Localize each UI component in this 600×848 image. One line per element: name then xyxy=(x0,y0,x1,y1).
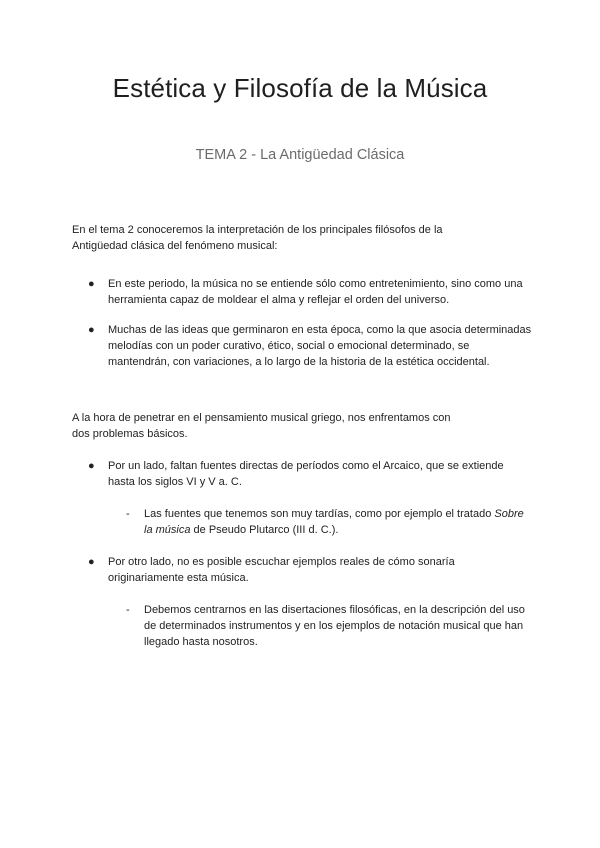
bullet-icon: ● xyxy=(88,324,95,336)
dash-icon: - xyxy=(126,508,130,520)
sub-item-text-before: Las fuentes que tenemos son muy tardías, como por ejemplo el tratado xyxy=(144,508,495,520)
sub-list-2 xyxy=(72,602,532,650)
bullet-text: Muchas de las ideas que germinaron en esta época, como la que asocia determinadas melodías con un poder curativo, ético, social o emocional determinado, se mantendrán, con variaciones, a lo largo de la historia de la estética occidental. xyxy=(108,324,532,368)
bullet-icon: ● xyxy=(88,556,95,568)
bullet-text: En este periodo, la música no se entiende sólo como entretenimiento, sino como una herramienta capaz de moldear el alma y reflejar el orden del universo. xyxy=(108,278,523,306)
problems-paragraph: A la hora de penetrar en el pensamiento musical griego, nos enfrentamos con dos problemas básicos. xyxy=(72,412,451,440)
sub-item-text: Debemos centrarnos en las disertaciones filosóficas, en la descripción del uso de determinados instrumentos y en los ejemplos de notación musical que han llegado hasta nosotros. xyxy=(144,604,525,648)
bullet-icon: ● xyxy=(88,278,95,290)
list-item xyxy=(72,554,532,586)
bullet-icon: ● xyxy=(88,460,95,472)
sub-list-item xyxy=(72,602,532,650)
intro-bullet-list xyxy=(72,276,532,370)
document-subtitle: TEMA 2 - La Antigüedad Clásica xyxy=(195,147,405,163)
bullet-text: Por otro lado, no es posible escuchar ejemplos reales de cómo sonaría originariamente esta música. xyxy=(108,556,455,584)
document-title: Estética y Filosofía de la Música xyxy=(112,73,488,103)
sub-list xyxy=(72,506,532,538)
problems-bullet-list-2 xyxy=(72,554,532,586)
sub-list-item xyxy=(72,506,532,538)
list-item xyxy=(72,276,532,308)
sub-item-text-after: de Pseudo Plutarco (III d. C.). xyxy=(190,524,339,536)
list-item xyxy=(72,322,532,370)
dash-icon: - xyxy=(126,604,130,616)
intro-paragraph: En el tema 2 conoceremos la interpretación de los principales filósofos de la Antigüedad clásica del fenómeno musical: xyxy=(72,224,443,252)
document-body xyxy=(72,222,532,650)
list-item xyxy=(72,458,532,490)
problems-bullet-list xyxy=(72,458,532,490)
bullet-text: Por un lado, faltan fuentes directas de períodos como el Arcaico, que se extiende hasta los siglos VI y V a. C. xyxy=(108,460,504,488)
book-title: Sobre la música xyxy=(144,508,524,536)
